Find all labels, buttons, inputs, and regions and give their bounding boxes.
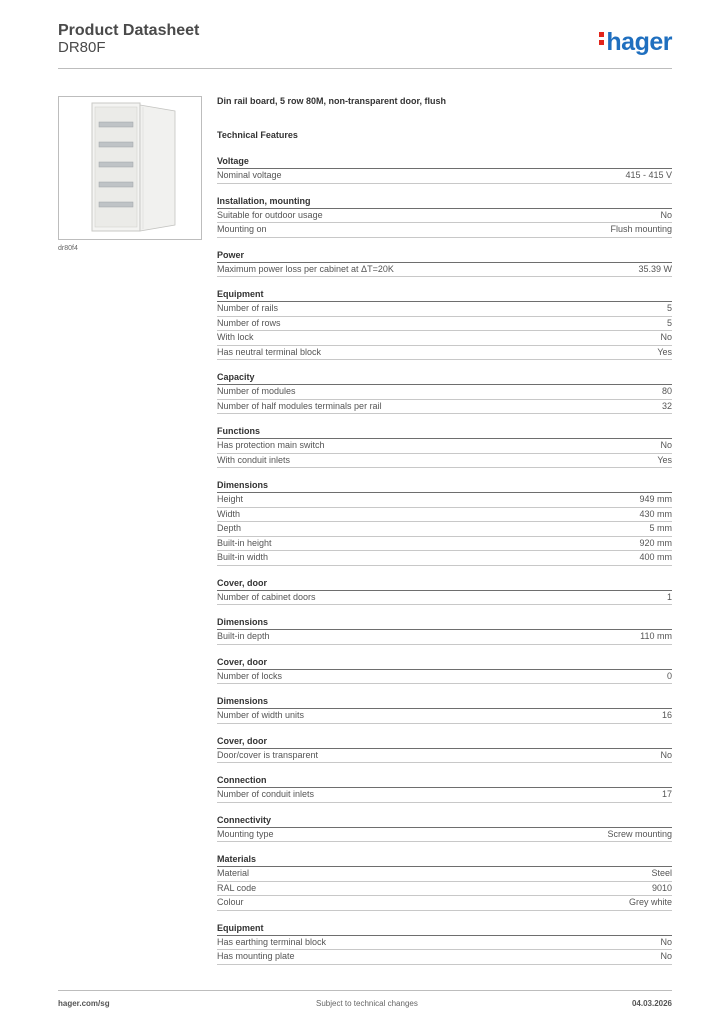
spec-section — [217, 156, 672, 184]
spec-row — [217, 749, 672, 764]
spec-value: No — [660, 936, 672, 947]
section-title: Cover, door — [217, 578, 672, 591]
spec-value: 430 mm — [639, 508, 672, 519]
spec-row — [217, 950, 672, 965]
section-title: Capacity — [217, 372, 672, 385]
spec-value: No — [660, 209, 672, 220]
spec-row — [217, 209, 672, 224]
spec-label: Height — [217, 494, 244, 504]
spec-row — [217, 522, 672, 537]
spec-label: Has neutral terminal block — [217, 346, 322, 357]
section-title: Equipment — [217, 289, 672, 302]
spec-section — [217, 426, 672, 468]
spec-row — [217, 302, 672, 317]
spec-value: 17 — [661, 789, 672, 799]
spec-label: Material — [217, 868, 250, 878]
spec-label: Built-in depth — [217, 631, 270, 641]
spec-label: Depth — [217, 523, 242, 533]
spec-section — [217, 372, 672, 414]
spec-label: Number of locks — [217, 670, 283, 681]
spec-label: Width — [217, 508, 241, 519]
spec-value: 920 mm — [639, 537, 672, 548]
spec-label: Maximum power loss per cabinet at ΔT=20K — [217, 263, 394, 274]
section-title: Cover, door — [217, 657, 672, 670]
spec-section — [217, 196, 672, 238]
spec-value: 5 — [666, 317, 672, 328]
spec-label: Built-in width — [217, 552, 269, 562]
spec-sections — [217, 156, 672, 965]
spec-value: 16 — [661, 710, 672, 720]
spec-row — [217, 385, 672, 400]
spec-row — [217, 317, 672, 332]
spec-value: 5 — [666, 303, 672, 313]
spec-value: Screw mounting — [607, 828, 672, 839]
section-title: Connectivity — [217, 815, 672, 828]
product-code: DR80F — [58, 39, 106, 56]
section-title: Power — [217, 250, 672, 263]
spec-section — [217, 250, 672, 278]
hager-logo — [599, 28, 672, 57]
spec-label: Has protection main switch — [217, 440, 325, 450]
spec-value: Steel — [651, 868, 672, 878]
spec-label: RAL code — [217, 882, 257, 893]
product-image — [58, 96, 202, 240]
spec-label: Number of half modules terminals per rail — [217, 400, 382, 411]
spec-content — [217, 96, 672, 965]
spec-value: 949 mm — [639, 494, 672, 504]
spec-label: Built-in height — [217, 537, 272, 548]
spec-label: Has mounting plate — [217, 951, 295, 961]
spec-row — [217, 263, 672, 278]
spec-section — [217, 815, 672, 843]
spec-label: Door/cover is transparent — [217, 749, 319, 760]
spec-value: Yes — [657, 346, 672, 357]
spec-row — [217, 788, 672, 803]
section-title: Equipment — [217, 923, 672, 936]
spec-value: 415 - 415 V — [625, 170, 672, 180]
spec-row — [217, 709, 672, 724]
spec-section — [217, 923, 672, 965]
spec-label: Colour — [217, 897, 244, 907]
spec-value: 5 mm — [649, 523, 672, 533]
spec-row — [217, 346, 672, 361]
spec-value: 0 — [666, 670, 672, 681]
spec-value: 35.39 W — [638, 263, 672, 274]
spec-row — [217, 867, 672, 882]
technical-features-heading: Technical Features — [217, 130, 298, 140]
spec-label: Nominal voltage — [217, 170, 282, 180]
spec-section — [217, 289, 672, 360]
footer-website: hager.com/sg — [58, 999, 110, 1008]
spec-value: 9010 — [651, 882, 672, 893]
spec-row — [217, 936, 672, 951]
spec-value: Yes — [657, 454, 672, 465]
spec-label: Number of conduit inlets — [217, 789, 315, 799]
spec-label: With lock — [217, 332, 254, 342]
spec-value: No — [660, 332, 672, 342]
spec-section — [217, 775, 672, 803]
spec-section — [217, 736, 672, 764]
section-title: Materials — [217, 854, 672, 867]
page-title: Product Datasheet — [58, 22, 200, 39]
section-title: Functions — [217, 426, 672, 439]
section-title: Voltage — [217, 156, 672, 169]
cabinet-illustration — [59, 97, 201, 239]
spec-section — [217, 617, 672, 645]
logo-text: hager — [606, 28, 672, 56]
spec-section — [217, 854, 672, 911]
spec-label: Number of rows — [217, 317, 281, 328]
spec-row — [217, 551, 672, 566]
footer-note: Subject to technical changes — [316, 999, 418, 1008]
spec-section — [217, 657, 672, 685]
spec-value: Grey white — [628, 897, 672, 907]
spec-section — [217, 578, 672, 606]
spec-section — [217, 480, 672, 566]
section-title: Connection — [217, 775, 672, 788]
spec-row — [217, 169, 672, 184]
spec-value: Flush mounting — [610, 224, 672, 234]
spec-row — [217, 882, 672, 897]
spec-label: Mounting on — [217, 224, 267, 234]
spec-row — [217, 630, 672, 645]
spec-value: 110 mm — [640, 631, 672, 641]
spec-value: 1 — [666, 591, 672, 602]
product-description: Din rail board, 5 row 80M, non-transparent door, flush — [217, 96, 447, 106]
spec-label: With conduit inlets — [217, 454, 291, 465]
spec-row — [217, 828, 672, 843]
spec-row — [217, 454, 672, 469]
section-title: Dimensions — [217, 696, 672, 709]
section-title: Cover, door — [217, 736, 672, 749]
spec-label: Number of width units — [217, 710, 305, 720]
spec-row — [217, 896, 672, 911]
spec-value: No — [660, 440, 672, 450]
spec-label: Mounting type — [217, 828, 274, 839]
section-title: Dimensions — [217, 617, 672, 630]
spec-label: Number of cabinet doors — [217, 591, 316, 602]
spec-value: No — [660, 749, 672, 760]
spec-row — [217, 591, 672, 606]
logo-dots-icon — [599, 29, 605, 48]
spec-value: No — [660, 951, 672, 961]
page-footer — [58, 990, 672, 1015]
spec-row — [217, 439, 672, 454]
image-caption: dr80f4 — [58, 245, 78, 252]
spec-label: Has earthing terminal block — [217, 936, 327, 947]
spec-row — [217, 493, 672, 508]
page-header — [58, 22, 672, 69]
spec-section — [217, 696, 672, 724]
spec-row — [217, 331, 672, 346]
footer-date: 04.03.2026 — [631, 999, 672, 1008]
section-title: Dimensions — [217, 480, 672, 493]
spec-row — [217, 537, 672, 552]
spec-label: Suitable for outdoor usage — [217, 209, 323, 220]
spec-row — [217, 670, 672, 685]
spec-value: 80 — [661, 386, 672, 396]
spec-label: Number of modules — [217, 386, 296, 396]
spec-row — [217, 508, 672, 523]
spec-value: 400 mm — [639, 552, 672, 562]
section-title: Installation, mounting — [217, 196, 672, 209]
spec-value: 32 — [661, 400, 672, 411]
spec-label: Number of rails — [217, 303, 279, 313]
spec-row — [217, 223, 672, 238]
spec-row — [217, 400, 672, 415]
